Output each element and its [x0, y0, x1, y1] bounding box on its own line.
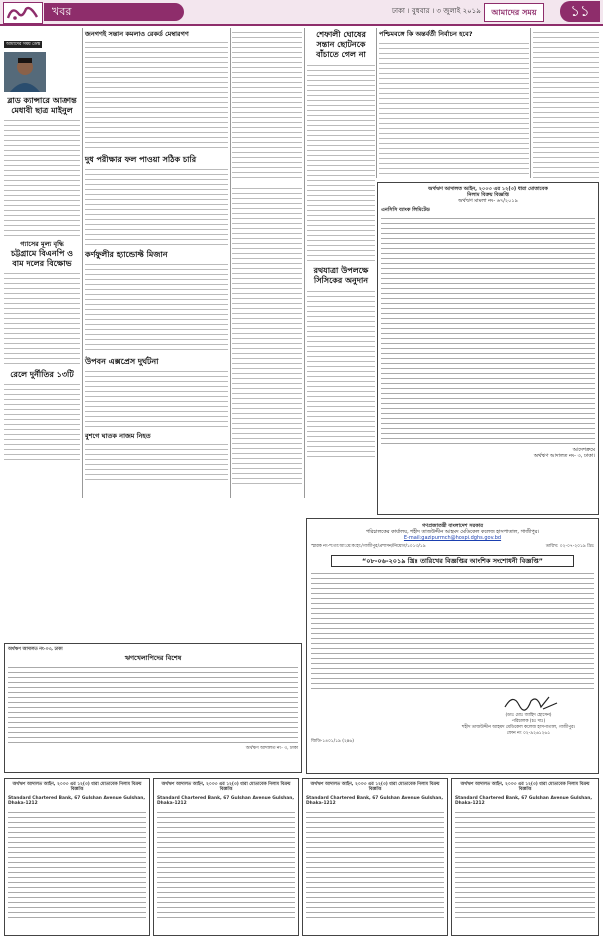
column-rule: [530, 28, 531, 178]
dateline: ঢাকা । বুধবার । ৩ জুলাই ২০১৯: [392, 7, 481, 15]
headline-west-bengal: পশ্চিমবঙ্গে কি অন্তর্বর্তী নির্বাচন হবে?: [379, 30, 473, 38]
notice-title: “০৮-০৬-২০১৯ খ্রিঃ তারিখের বিজ্ঞপ্তির আংশিক সংশোধনী বিজ্ঞপ্তি”: [331, 555, 574, 567]
byline: আমাদের সময় ডেস্ক: [6, 42, 41, 47]
newspaper-logo: [3, 2, 43, 24]
headline-milk-test: দুধ পরীক্ষার ফল পাওয়া সঠিক চারি: [85, 155, 197, 164]
article-text: [49, 42, 80, 82]
article-body: [533, 30, 599, 180]
bottom-notice-bank: Standard Chartered Bank, 67 Gulshan Avenue Gulshan, Dhaka-1212: [157, 795, 295, 807]
signer-name: (ডাঃ মোঃ জাহিদ হোসেন): [505, 713, 552, 718]
article-body: [232, 30, 302, 180]
bottom-notice-body: [157, 810, 295, 918]
defaulters-ref: অর্থঋণ আদালত নং-০৩, ঢাকা: [8, 647, 63, 652]
article-body: [85, 369, 228, 429]
notice-ref: জিডি-১৪০১/১৯ (২x৬): [311, 739, 354, 744]
article-body: [85, 40, 228, 152]
office-line: পরিচালকের কার্যালয়, শহীদ তাজউদ্দীন আহমদ মেডিকেল কলেজ হাসপাতাল, গাজীপুর।: [365, 529, 540, 535]
article-body: [85, 442, 228, 482]
bottom-notice-bank: Standard Chartered Bank, 67 Gulshan Avenue Gulshan, Dhaka-1212: [306, 795, 444, 807]
hospital-notice: [306, 518, 599, 774]
paper-name: আমাদের সময়: [484, 3, 544, 22]
page-header: [0, 0, 603, 26]
defaulters-title: ঋণখেলাপিদের বিশেষ: [124, 654, 182, 663]
headline-upaban-accident: উপবন এক্সপ্রেস দুর্ঘটনা: [85, 357, 159, 366]
memo-number: স্মারক নং-শ:তা:আ:মে:ক:হা:/গাজীপুর/প্রশাসন/নিয়োগ/১০১৩/১৯: [311, 544, 426, 549]
bottom-notice-1: [4, 778, 150, 936]
gov-line: গণপ্রজাতন্ত্রী বাংলাদেশ সরকার: [422, 523, 483, 529]
defaulters-body: [8, 665, 298, 743]
signer-office: শহীদ তাজউদ্দীন আহমদ মেডিকেল কলেজ হাসপাতাল, গাজীপুর।: [461, 725, 576, 730]
article-body: [232, 186, 302, 486]
auction-title: নিলাম বিক্রয় বিজ্ঞপ্তি: [467, 192, 509, 198]
headline-chattogram-protest: চট্টগ্রামে বিএনপি ও বাম দলের বিক্ষোভ: [10, 249, 74, 268]
headline-rathayatra: রথযাত্রা উপলক্ষে সিসিকের অনুদান: [313, 266, 369, 285]
auction-notice: [377, 182, 599, 515]
column-2: [85, 30, 228, 482]
student-photo: [4, 52, 46, 92]
page-number: ১১: [560, 1, 600, 22]
headline-rail-corruption: রেলে দুর্নীতির ১৩টি: [10, 370, 74, 379]
headline-student: ব্লাড ক্যান্সারে আক্রান্ত মেধাবী ছাত্র মাইনুল: [7, 96, 77, 115]
bottom-notice-body: [8, 810, 146, 918]
bottom-notice-head: অর্থঋণ আদালত আইন, ২০০৩ এর ১২(৩) ধারা মোতাবেক নিলাম বিক্রয় বিজ্ঞপ্তি: [161, 782, 291, 793]
bottom-notice-bank: Standard Chartered Bank, 67 Gulshan Avenue Gulshan, Dhaka-1212: [455, 795, 593, 807]
bottom-notice-3: [302, 778, 448, 936]
notice-body: [311, 571, 594, 691]
bottom-notice-4: [451, 778, 599, 936]
headline-shefali: শেফালী ঘোষের সন্তান ছোটনকে বাঁচাতে গেল না: [316, 30, 366, 59]
article-body: [307, 289, 375, 459]
headline-karnaphuli: কর্ণফুলীর হ্যান্ডোফ্ট মিজান: [85, 250, 168, 259]
column-5: [379, 30, 529, 176]
column-rule: [230, 28, 231, 498]
auction-case-number: অর্থঋণ মামলা নং- ৬৭/২০১৯: [458, 198, 518, 204]
bottom-notice-head: অর্থঋণ আদালত আইন, ২০০৩ এর ১২(৩) ধারা মোতাবেক নিলাম বিক্রয় বিজ্ঞপ্তি: [310, 782, 440, 793]
bottom-notice-bank: Standard Chartered Bank, 67 Gulshan Avenue Gulshan, Dhaka-1212: [8, 795, 146, 807]
bottom-notice-body: [455, 810, 595, 918]
bottom-notice-body: [306, 810, 444, 918]
article-body: [4, 382, 80, 460]
column-rule: [376, 28, 377, 178]
article-body: [379, 41, 529, 176]
column-6: [533, 30, 599, 180]
signer-phone: ফোন নং ০২-৯২৬১২৬১: [506, 731, 551, 736]
article-body: [4, 118, 80, 236]
column-rule: [82, 28, 83, 498]
memo-date: তারিখ: ০২-০৭-২০১৯ খ্রিঃ: [545, 544, 594, 549]
signature-icon: [501, 691, 561, 713]
headline-record: জনগণই সন্তান কমলাও রেকর্ড মেম্বারগণ: [85, 30, 189, 38]
auction-law-line: অর্থঋণ আদালত আইন, ২০০৩ এর ১২(৩) ধারা মোতাবেক: [428, 186, 548, 192]
column-1: [4, 30, 80, 460]
column-3: [232, 30, 302, 486]
headline-killer-killed: বুশগে ঘাতক নাজম নিহত: [85, 432, 151, 440]
headline-gas-price: গ্যাসের মূল্য বৃদ্ধি: [20, 240, 64, 248]
bottom-notice-head: অর্থঋণ আদালত আইন, ২০০৩ এর ১২(৩) ধারা মোতাবেক নিলাম বিক্রয় বিজ্ঞপ্তি: [12, 782, 142, 793]
auction-bank: এনসিসি ব্যাংক লিমিটেড: [381, 207, 430, 213]
article-body: [85, 262, 228, 354]
email-link[interactable]: E-mail:gazipurmch@hospi.dghs.gov.bd: [403, 535, 502, 541]
bottom-notice-2: [153, 778, 299, 936]
auction-footer: আদেশক্রমে অর্থঋণ আদালত নং- ৩, ঢাকা।: [533, 447, 595, 459]
auction-body: [381, 216, 595, 444]
defaulters-notice: [4, 643, 302, 773]
article-body: [307, 63, 375, 263]
article-body: [85, 167, 228, 247]
bottom-notice-head: অর্থঋণ আদালত আইন, ২০০৩ এর ১২(৩) ধারা মোতাবেক নিলাম বিক্রয় বিজ্ঞপ্তি: [460, 782, 590, 793]
column-4: [307, 30, 375, 459]
column-rule: [304, 28, 305, 498]
signer-role: পরিচালক (চঃ দাঃ): [511, 719, 546, 724]
article-body: [4, 271, 80, 367]
section-label: খবর: [44, 3, 184, 21]
defaulters-sign: অর্থঋণ আদালত নং- ৩, ঢাকা: [245, 746, 298, 752]
